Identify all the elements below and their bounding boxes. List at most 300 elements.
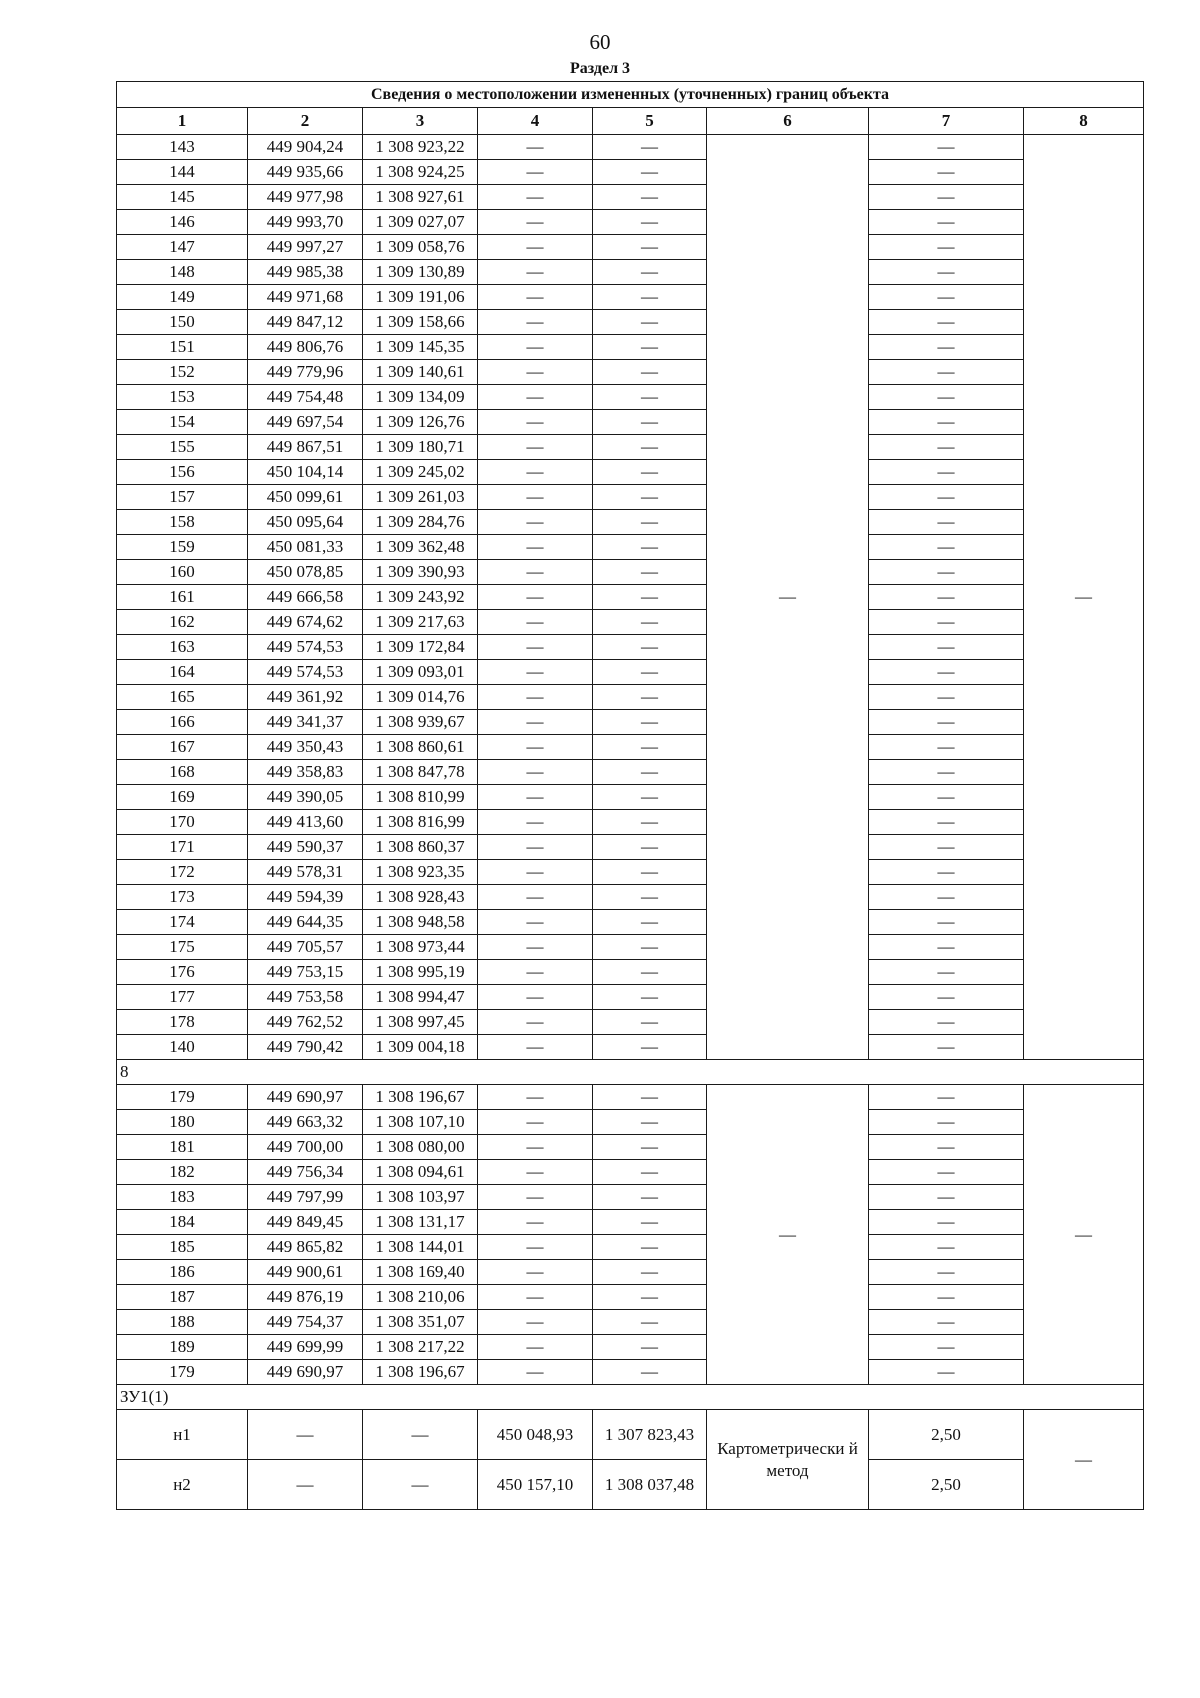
col-8-cell: — <box>1024 1085 1144 1385</box>
point-number: 189 <box>117 1335 248 1360</box>
precision-value: 2,50 <box>869 1410 1024 1460</box>
coord-x: 449 779,96 <box>248 360 363 385</box>
point-number: 175 <box>117 935 248 960</box>
table-row <box>117 535 1144 560</box>
table-row <box>117 235 1144 260</box>
method-cell: — <box>707 1085 869 1385</box>
table-row <box>117 360 1144 385</box>
coord-y: 1 308 847,78 <box>363 760 478 785</box>
precision-value: — <box>869 410 1024 435</box>
coord-x: 449 578,31 <box>248 860 363 885</box>
point-number: 168 <box>117 760 248 785</box>
table-row <box>117 435 1144 460</box>
coord-y: 1 308 810,99 <box>363 785 478 810</box>
coord-x: 449 876,19 <box>248 1285 363 1310</box>
col-5: — <box>593 810 707 835</box>
point-number: 160 <box>117 560 248 585</box>
table-row <box>117 1110 1144 1135</box>
table-row <box>117 160 1144 185</box>
point-number: 185 <box>117 1235 248 1260</box>
col-5: — <box>593 460 707 485</box>
point-number: 151 <box>117 335 248 360</box>
point-number: 183 <box>117 1185 248 1210</box>
coord-y: 1 308 860,37 <box>363 835 478 860</box>
col-4: — <box>478 435 593 460</box>
coord-y: 1 309 191,06 <box>363 285 478 310</box>
column-header: 3 <box>363 108 478 135</box>
table-row <box>117 310 1144 335</box>
col-5: — <box>593 910 707 935</box>
coord-x: 449 705,57 <box>248 935 363 960</box>
coord-y: 1 309 140,61 <box>363 360 478 385</box>
precision-value: — <box>869 285 1024 310</box>
point-number: 155 <box>117 435 248 460</box>
precision-value: — <box>869 1285 1024 1310</box>
point-number: 174 <box>117 910 248 935</box>
precision-value: — <box>869 310 1024 335</box>
table-row <box>117 685 1144 710</box>
coord-x: 449 690,97 <box>248 1360 363 1385</box>
table-row <box>117 1185 1144 1210</box>
col-4: — <box>478 610 593 635</box>
column-header: 8 <box>1024 108 1144 135</box>
precision-value: — <box>869 1035 1024 1060</box>
table-row <box>117 960 1144 985</box>
col-5: — <box>593 610 707 635</box>
coord-y: 1 309 284,76 <box>363 510 478 535</box>
coord-y: 1 308 196,67 <box>363 1360 478 1385</box>
table-row <box>117 935 1144 960</box>
col-4: — <box>478 585 593 610</box>
point-number: 182 <box>117 1160 248 1185</box>
coord-y: 1 309 180,71 <box>363 435 478 460</box>
col-4: — <box>478 835 593 860</box>
column-header: 6 <box>707 108 869 135</box>
coord-y: 1 309 261,03 <box>363 485 478 510</box>
coord-y: 1 308 948,58 <box>363 910 478 935</box>
coord-x: 449 971,68 <box>248 285 363 310</box>
col-4: — <box>478 1360 593 1385</box>
coord-x: 449 806,76 <box>248 335 363 360</box>
col-5: 1 307 823,43 <box>593 1410 707 1460</box>
col-5: — <box>593 435 707 460</box>
method-cell: — <box>707 135 869 1060</box>
coord-x: 449 699,99 <box>248 1335 363 1360</box>
point-number: 177 <box>117 985 248 1010</box>
precision-value: — <box>869 210 1024 235</box>
table-row <box>117 910 1144 935</box>
col-4: — <box>478 860 593 885</box>
col-5: — <box>593 285 707 310</box>
precision-value: — <box>869 860 1024 885</box>
point-number: 179 <box>117 1360 248 1385</box>
coord-x: 449 753,58 <box>248 985 363 1010</box>
coord-y: 1 309 172,84 <box>363 635 478 660</box>
table-row <box>117 635 1144 660</box>
precision-value: — <box>869 235 1024 260</box>
col-4: 450 048,93 <box>478 1410 593 1460</box>
table-row <box>117 710 1144 735</box>
col-5: — <box>593 1110 707 1135</box>
col-5: — <box>593 535 707 560</box>
col-4: — <box>478 635 593 660</box>
coord-x: 449 754,37 <box>248 1310 363 1335</box>
col-4: — <box>478 985 593 1010</box>
col-5: — <box>593 635 707 660</box>
col-4: — <box>478 760 593 785</box>
coord-y: 1 309 158,66 <box>363 310 478 335</box>
table-row <box>117 1210 1144 1235</box>
col-4: — <box>478 310 593 335</box>
page-number: 60 <box>589 30 611 54</box>
coord-x: 450 099,61 <box>248 485 363 510</box>
point-number: 170 <box>117 810 248 835</box>
coord-y: 1 309 134,09 <box>363 385 478 410</box>
coord-x: 449 413,60 <box>248 810 363 835</box>
coord-x: 450 078,85 <box>248 560 363 585</box>
coord-x: 449 690,97 <box>248 1085 363 1110</box>
table-row <box>117 335 1144 360</box>
coord-y: 1 308 107,10 <box>363 1110 478 1135</box>
col-4: — <box>478 1085 593 1110</box>
table-row <box>117 1460 1144 1510</box>
point-number: н2 <box>117 1460 248 1510</box>
precision-value: — <box>869 1135 1024 1160</box>
coord-y: 1 308 103,97 <box>363 1185 478 1210</box>
coord-y: 1 308 928,43 <box>363 885 478 910</box>
col-4: — <box>478 560 593 585</box>
coord-y: 1 309 004,18 <box>363 1035 478 1060</box>
col-4: — <box>478 1160 593 1185</box>
precision-value: — <box>869 185 1024 210</box>
table-row <box>117 1335 1144 1360</box>
point-number: 161 <box>117 585 248 610</box>
point-number: 179 <box>117 1085 248 1110</box>
table-row <box>117 760 1144 785</box>
coord-y: 1 309 245,02 <box>363 460 478 485</box>
precision-value: — <box>869 1260 1024 1285</box>
col-5: — <box>593 1285 707 1310</box>
point-number: 156 <box>117 460 248 485</box>
col-5: — <box>593 1260 707 1285</box>
col-5: — <box>593 410 707 435</box>
table-row <box>117 885 1144 910</box>
coord-x: 449 865,82 <box>248 1235 363 1260</box>
coord-x: 449 644,35 <box>248 910 363 935</box>
coord-x: 449 797,99 <box>248 1185 363 1210</box>
point-number: 162 <box>117 610 248 635</box>
col-5: — <box>593 160 707 185</box>
precision-value: — <box>869 135 1024 160</box>
coord-y: 1 308 816,99 <box>363 810 478 835</box>
precision-value: — <box>869 685 1024 710</box>
coord-y: 1 308 924,25 <box>363 160 478 185</box>
precision-value: — <box>869 535 1024 560</box>
precision-value: — <box>869 510 1024 535</box>
group-label-row <box>117 1385 1144 1410</box>
precision-value: — <box>869 1010 1024 1035</box>
coord-y: 1 309 014,76 <box>363 685 478 710</box>
coord-y: 1 309 126,76 <box>363 410 478 435</box>
coord-x: — <box>248 1410 363 1460</box>
col-4: — <box>478 185 593 210</box>
col-5: — <box>593 935 707 960</box>
col-5: 1 308 037,48 <box>593 1460 707 1510</box>
col-4: 450 157,10 <box>478 1460 593 1510</box>
col-4: — <box>478 1260 593 1285</box>
coord-x: 449 993,70 <box>248 210 363 235</box>
coord-y: 1 308 351,07 <box>363 1310 478 1335</box>
col-5: — <box>593 510 707 535</box>
point-number: 173 <box>117 885 248 910</box>
coord-y: 1 308 860,61 <box>363 735 478 760</box>
point-number: 153 <box>117 385 248 410</box>
precision-value: — <box>869 1160 1024 1185</box>
col-5: — <box>593 560 707 585</box>
coord-x: 449 904,24 <box>248 135 363 160</box>
table-row <box>117 785 1144 810</box>
col-5: — <box>593 335 707 360</box>
col-5: — <box>593 1360 707 1385</box>
col-5: — <box>593 785 707 810</box>
table-row <box>117 585 1144 610</box>
coord-y: 1 309 093,01 <box>363 660 478 685</box>
coord-x: 449 590,37 <box>248 835 363 860</box>
point-number: 165 <box>117 685 248 710</box>
coord-x: 449 341,37 <box>248 710 363 735</box>
coord-x: 449 900,61 <box>248 1260 363 1285</box>
coord-y: — <box>363 1460 478 1510</box>
column-header: 4 <box>478 108 593 135</box>
col-5: — <box>593 1035 707 1060</box>
col-5: — <box>593 1010 707 1035</box>
column-header: 2 <box>248 108 363 135</box>
precision-value: — <box>869 960 1024 985</box>
coord-x: 449 700,00 <box>248 1135 363 1160</box>
coord-y: 1 308 210,06 <box>363 1285 478 1310</box>
coord-y: 1 308 169,40 <box>363 1260 478 1285</box>
col-4: — <box>478 235 593 260</box>
table-row <box>117 1085 1144 1110</box>
table-row <box>117 560 1144 585</box>
coord-y: 1 308 196,67 <box>363 1085 478 1110</box>
col-4: — <box>478 1210 593 1235</box>
table-row <box>117 1135 1144 1160</box>
col-4: — <box>478 1235 593 1260</box>
coord-y: 1 308 995,19 <box>363 960 478 985</box>
col-5: — <box>593 210 707 235</box>
point-number: 184 <box>117 1210 248 1235</box>
point-number: 180 <box>117 1110 248 1135</box>
col-5: — <box>593 860 707 885</box>
coord-y: 1 309 130,89 <box>363 260 478 285</box>
col-4: — <box>478 935 593 960</box>
col-4: — <box>478 385 593 410</box>
col-5: — <box>593 960 707 985</box>
col-8-cell: — <box>1024 1410 1144 1510</box>
col-5: — <box>593 585 707 610</box>
coord-y: 1 308 939,67 <box>363 710 478 735</box>
precision-value: — <box>869 1085 1024 1110</box>
point-number: 187 <box>117 1285 248 1310</box>
point-number: 159 <box>117 535 248 560</box>
col-4: — <box>478 1310 593 1335</box>
coord-y: — <box>363 1410 478 1460</box>
coord-y: 1 308 927,61 <box>363 185 478 210</box>
point-number: 152 <box>117 360 248 385</box>
precision-value: — <box>869 810 1024 835</box>
precision-value: — <box>869 785 1024 810</box>
col-4: — <box>478 360 593 385</box>
point-number: 164 <box>117 660 248 685</box>
coord-x: 449 574,53 <box>248 635 363 660</box>
point-number: 171 <box>117 835 248 860</box>
col-4: — <box>478 460 593 485</box>
col-4: — <box>478 910 593 935</box>
point-number: 178 <box>117 1010 248 1035</box>
precision-value: — <box>869 1310 1024 1335</box>
precision-value: — <box>869 385 1024 410</box>
point-number: 172 <box>117 860 248 885</box>
col-5: — <box>593 1335 707 1360</box>
col-5: — <box>593 1135 707 1160</box>
point-number: 149 <box>117 285 248 310</box>
table-row <box>117 1410 1144 1460</box>
point-number: 157 <box>117 485 248 510</box>
coord-y: 1 309 217,63 <box>363 610 478 635</box>
precision-value: — <box>869 360 1024 385</box>
col-5: — <box>593 710 707 735</box>
table-row <box>117 1035 1144 1060</box>
col-4: — <box>478 1335 593 1360</box>
coord-x: 449 753,15 <box>248 960 363 985</box>
point-number: 188 <box>117 1310 248 1335</box>
table-row <box>117 285 1144 310</box>
coord-y: 1 308 131,17 <box>363 1210 478 1235</box>
coord-x: 449 867,51 <box>248 435 363 460</box>
col-5: — <box>593 685 707 710</box>
table-row <box>117 210 1144 235</box>
col-4: — <box>478 885 593 910</box>
precision-value: — <box>869 1335 1024 1360</box>
point-number: 186 <box>117 1260 248 1285</box>
coord-x: 449 574,53 <box>248 660 363 685</box>
coord-x: 449 350,43 <box>248 735 363 760</box>
table-row <box>117 660 1144 685</box>
col-4: — <box>478 285 593 310</box>
coord-x: 449 985,38 <box>248 260 363 285</box>
table-row <box>117 1160 1144 1185</box>
point-number: 148 <box>117 260 248 285</box>
point-number: 181 <box>117 1135 248 1160</box>
coord-x: 449 935,66 <box>248 160 363 185</box>
table-row <box>117 410 1144 435</box>
col-4: — <box>478 660 593 685</box>
coord-x: 449 790,42 <box>248 1035 363 1060</box>
precision-value: — <box>869 610 1024 635</box>
coord-x: 449 847,12 <box>248 310 363 335</box>
col-4: — <box>478 510 593 535</box>
col-4: — <box>478 1110 593 1135</box>
column-header: 1 <box>117 108 248 135</box>
table-row <box>117 735 1144 760</box>
precision-value: — <box>869 1210 1024 1235</box>
col-4: — <box>478 1135 593 1160</box>
col-5: — <box>593 985 707 1010</box>
col-4: — <box>478 485 593 510</box>
table-row <box>117 1310 1144 1335</box>
section-title: Раздел 3 <box>569 60 631 77</box>
col-5: — <box>593 885 707 910</box>
precision-value: — <box>869 710 1024 735</box>
col-5: — <box>593 1310 707 1335</box>
table-row <box>117 135 1144 160</box>
coord-x: 449 762,52 <box>248 1010 363 1035</box>
coord-x: 449 390,05 <box>248 785 363 810</box>
precision-value: — <box>869 335 1024 360</box>
coord-x: 449 594,39 <box>248 885 363 910</box>
col-5: — <box>593 1210 707 1235</box>
precision-value: — <box>869 835 1024 860</box>
coord-y: 1 308 144,01 <box>363 1235 478 1260</box>
coord-x: 449 666,58 <box>248 585 363 610</box>
precision-value: — <box>869 635 1024 660</box>
table-row <box>117 835 1144 860</box>
point-number: 167 <box>117 735 248 760</box>
coord-y: 1 309 058,76 <box>363 235 478 260</box>
table-row <box>117 185 1144 210</box>
precision-value: — <box>869 1235 1024 1260</box>
precision-value: — <box>869 460 1024 485</box>
precision-value: — <box>869 735 1024 760</box>
precision-value: — <box>869 485 1024 510</box>
col-5: — <box>593 235 707 260</box>
group-label: ЗУ1(1) <box>117 1385 1144 1410</box>
table-caption: Сведения о местоположении измененных (уточненных) границ объекта <box>117 82 1144 108</box>
coord-y: 1 309 027,07 <box>363 210 478 235</box>
col-4: — <box>478 685 593 710</box>
col-8-cell: — <box>1024 135 1144 1060</box>
coord-x: 449 849,45 <box>248 1210 363 1235</box>
coord-y: 1 308 080,00 <box>363 1135 478 1160</box>
coord-y: 1 309 362,48 <box>363 535 478 560</box>
coord-x: 450 104,14 <box>248 460 363 485</box>
coord-y: 1 308 094,61 <box>363 1160 478 1185</box>
point-number: 143 <box>117 135 248 160</box>
table-row <box>117 385 1144 410</box>
col-4: — <box>478 335 593 360</box>
table-row <box>117 1260 1144 1285</box>
table-row <box>117 260 1144 285</box>
col-5: — <box>593 360 707 385</box>
table-row <box>117 860 1144 885</box>
table-row <box>117 485 1144 510</box>
col-4: — <box>478 1285 593 1310</box>
coord-y: 1 309 390,93 <box>363 560 478 585</box>
coord-x: 449 358,83 <box>248 760 363 785</box>
table-row <box>117 1360 1144 1385</box>
coordinates-table <box>116 81 1144 1510</box>
coord-y: 1 308 923,22 <box>363 135 478 160</box>
precision-value: 2,50 <box>869 1460 1024 1510</box>
group-label-row <box>117 1060 1144 1085</box>
col-4: — <box>478 735 593 760</box>
table-row <box>117 610 1144 635</box>
col-5: — <box>593 735 707 760</box>
col-5: — <box>593 135 707 160</box>
coord-x: 449 697,54 <box>248 410 363 435</box>
col-4: — <box>478 1010 593 1035</box>
